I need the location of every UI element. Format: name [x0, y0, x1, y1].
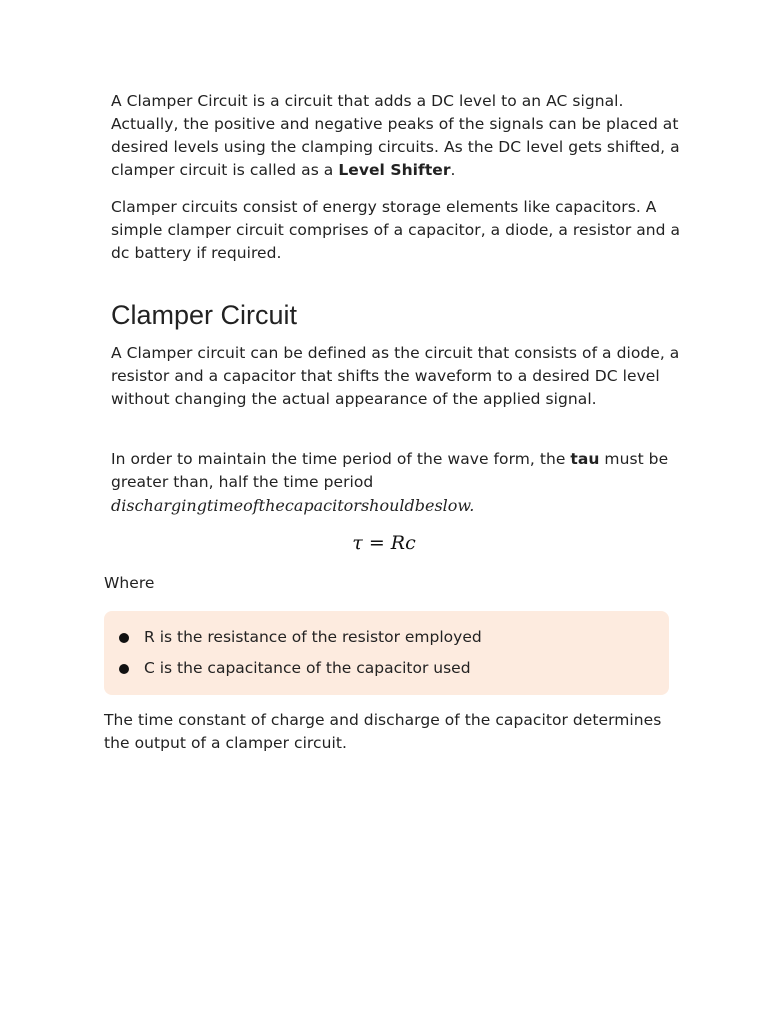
list-item	[104, 656, 669, 687]
time-period-text-continued: must be greater than, half the time period	[111, 450, 669, 491]
list-item-text: C is the capacitance of the capacitor used	[144, 659, 471, 677]
variable-definitions-box	[104, 611, 669, 695]
level-shifter-term: Level Shifter	[338, 161, 451, 179]
discharge-math-text: dischargingtimeofthecapacitorshouldbeslow.	[111, 496, 475, 515]
intro-definition-text: A Clamper Circuit is a circuit that adds a DC level to an AC signal. Actually, the positive and negative peaks of the signals can be placed at desired levels using the clamping circuits. As the DC level gets shifted, a clamper circuit is called as a	[111, 92, 680, 179]
list-item-text: R is the resistance of the resistor employed	[144, 628, 482, 646]
intro-paragraph-definition	[111, 90, 686, 182]
clamper-definition-paragraph: A Clamper circuit can be defined as the circuit that consists of a diode, a resistor and a capacitor that shifts the waveform to a desired DC level without changing the actual appearance of the applied signal.	[111, 344, 680, 408]
tau-formula: τ = Rc	[352, 532, 416, 554]
section-heading: Clamper Circuit	[111, 300, 298, 330]
time-period-text: In order to maintain the time period of the wave form, the	[111, 450, 571, 468]
time-period-paragraph	[111, 448, 691, 518]
bullet-icon	[119, 633, 129, 643]
tau-term: tau	[570, 450, 600, 468]
bullet-icon	[119, 664, 129, 674]
intro-definition-end: .	[450, 161, 456, 179]
time-constant-paragraph: The time constant of charge and discharge of the capacitor determines the output of a clamper circuit.	[104, 711, 662, 752]
list-item	[104, 625, 669, 656]
variable-definitions-list	[104, 625, 669, 687]
intro-paragraph-components: Clamper circuits consist of energy storage elements like capacitors. A simple clamper circuit comprises of a capacitor, a diode, a resistor and a dc battery if required.	[111, 198, 681, 262]
where-label: Where	[104, 574, 155, 592]
